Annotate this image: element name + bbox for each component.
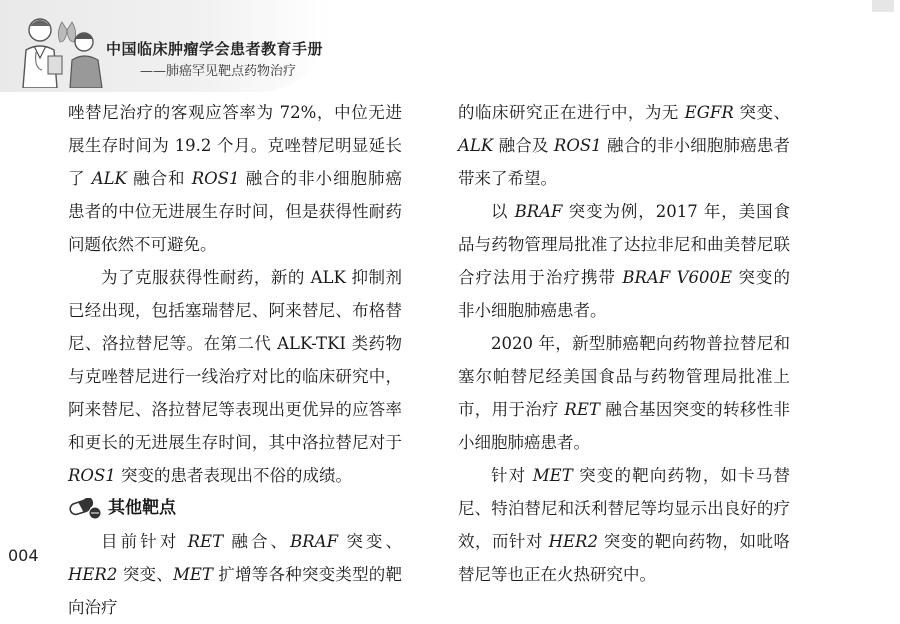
left-paragraph-3: 目前针对 RET 融合、BRAF 突变、HER2 突变、MET 扩增等各种突变类型的靶向治疗 (68, 532, 403, 617)
right-column (458, 96, 790, 591)
left-column (68, 96, 402, 624)
handbook-subtitle: ——肺癌罕见靶点药物治疗 (140, 64, 297, 79)
section-heading (68, 492, 402, 525)
left-paragraph-1: 唑替尼治疗的客观应答率为 72%，中位无进展生存时间为 19.2 个月。克唑替尼明显延长了 ALK 融合和 ROS1 融合的非小细胞肺癌患者的中位无进展生存时间，但是获得性耐药问题依然不可避免。 (68, 103, 402, 254)
doctor-patient-illustration (14, 12, 104, 88)
left-paragraph-2: 为了克服获得性耐药，新的 ALK 抑制剂已经出现，包括塞瑞替尼、阿来替尼、布格替尼、洛拉替尼等。在第二代 ALK-TKI 类药物与克唑替尼进行一线治疗对比的临床研究中，阿来替尼、洛拉替尼等表现出更优异的应答率和更长的无进展生存时间，其中洛拉替尼对于 ROS1 突变的患者表现出不俗的成绩。 (68, 268, 402, 485)
capsule-pill-icon (68, 498, 102, 520)
right-paragraph-3: 2020 年，新型肺癌靶向药物普拉替尼和塞尔帕替尼经美国食品与药物管理局批准上市，用于治疗 RET 融合基因突变的转移性非小细胞肺癌患者。 (458, 334, 790, 452)
corner-tab-mark (872, 0, 894, 12)
right-paragraph-4: 针对 MET 突变的靶向药物，如卡马替尼、特泊替尼和沃利替尼等均显示出良好的疗效，而针对 HER2 突变的靶向药物，如吡咯替尼等也正在火热研究中。 (458, 466, 791, 584)
right-paragraph-1: 的临床研究正在进行中，为无 EGFR 突变、ALK 融合及 ROS1 融合的非小细胞肺癌患者带来了希望。 (458, 103, 790, 188)
section-title: 其他靶点 (108, 498, 176, 518)
right-paragraph-2: 以 BRAF 突变为例，2017 年，美国食品与药物管理局批准了达拉非尼和曲美替尼联合疗法用于治疗携带 BRAF V600E 突变的非小细胞肺癌患者。 (458, 202, 791, 320)
page-number: 004 (8, 546, 39, 565)
handbook-title: 中国临床肿瘤学会患者教育手册 (106, 40, 324, 58)
